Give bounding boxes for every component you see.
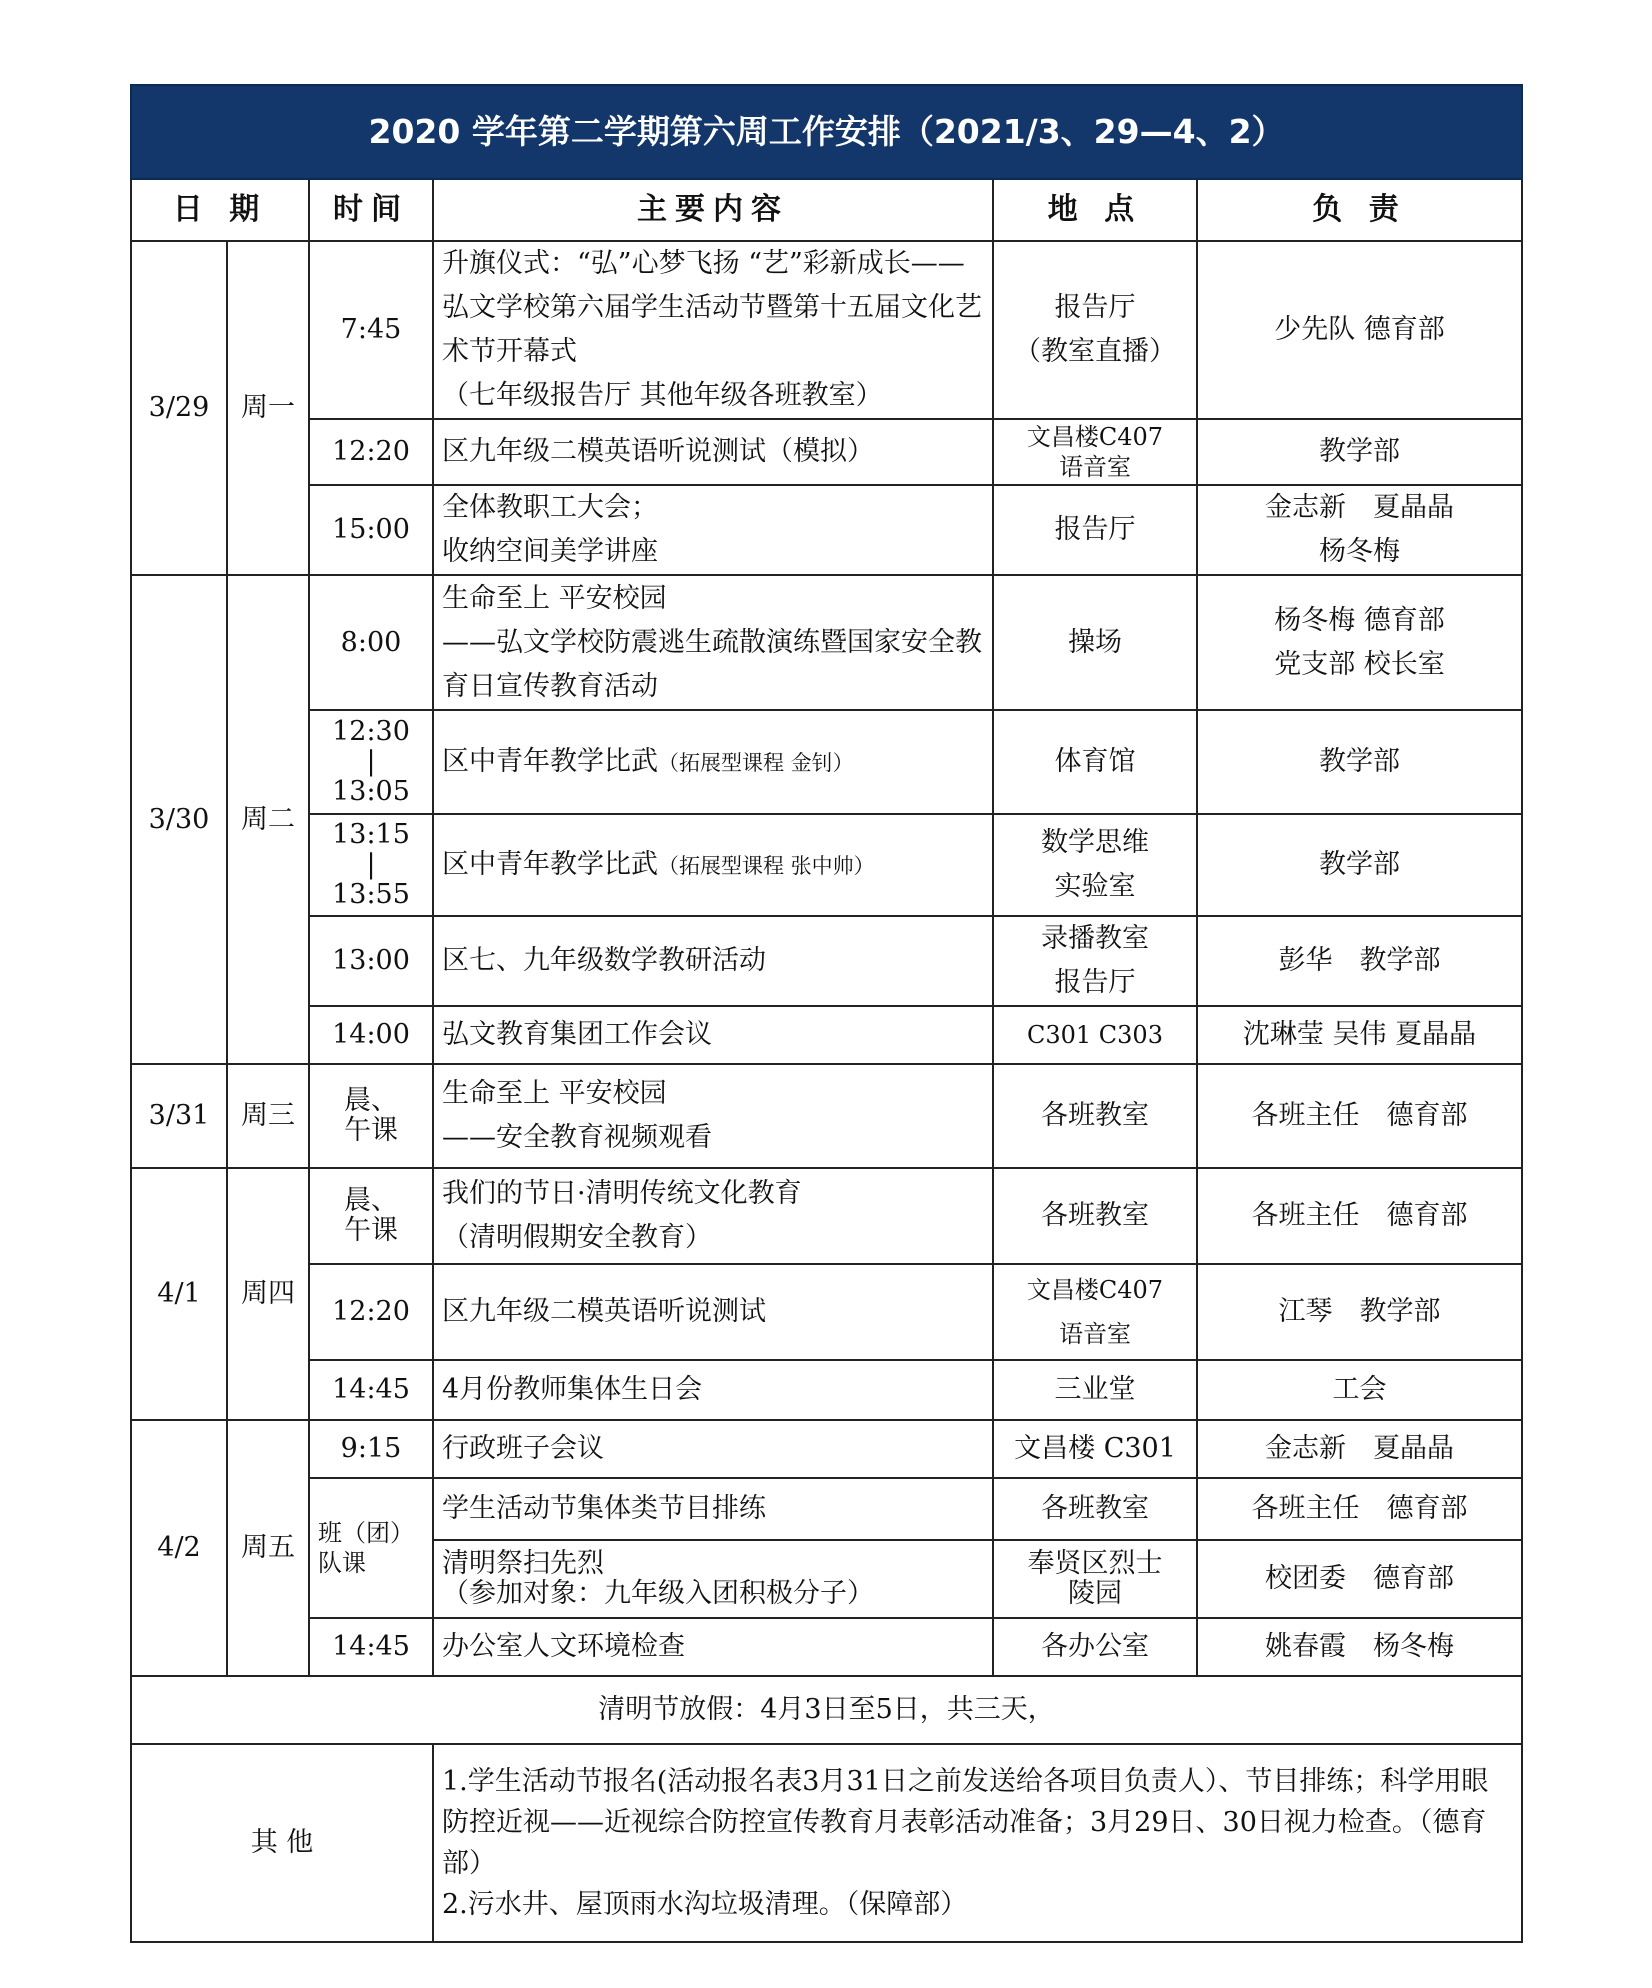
holiday-notice: 清明节放假：4月3日至5日，共三天， — [131, 1676, 1522, 1744]
content-cell: 全体教职工大会； 收纳空间美学讲座 — [433, 485, 993, 575]
table-row — [131, 814, 1522, 916]
owner-cell: 各班主任 德育部 — [1197, 1478, 1522, 1540]
owner-cell: 沈琳莹 吴伟 夏晶晶 — [1197, 1006, 1522, 1064]
content-cell: 我们的节日·清明传统文化教育 （清明假期安全教育） — [433, 1168, 993, 1264]
header-date: 日 期 — [131, 179, 309, 241]
other-row — [131, 1744, 1522, 1942]
schedule-table — [130, 84, 1523, 1943]
place-cell: 体育馆 — [993, 710, 1197, 814]
table-row — [131, 1420, 1522, 1478]
content-cell: 区九年级二模英语听说测试 — [433, 1264, 993, 1360]
place-cell: 三业堂 — [993, 1360, 1197, 1420]
time-cell: 晨、 午课 — [309, 1168, 433, 1264]
place-cell: 文昌楼C407 语音室 — [993, 1264, 1197, 1360]
table-row — [131, 241, 1522, 419]
time-cell: 13:00 — [309, 916, 433, 1006]
time-cell: 14:45 — [309, 1618, 433, 1676]
content-cell — [433, 814, 993, 916]
time-cell: 7:45 — [309, 241, 433, 419]
content-cell: 办公室人文环境检查 — [433, 1618, 993, 1676]
table-row — [131, 485, 1522, 575]
owner-cell: 各班主任 德育部 — [1197, 1168, 1522, 1264]
content-cell: 区七、九年级数学教研活动 — [433, 916, 993, 1006]
content-cell: 生命至上 平安校园 ——安全教育视频观看 — [433, 1064, 993, 1168]
content-text: 区中青年教学比武 — [442, 848, 658, 880]
time-cell: 13:15 | 13:55 — [309, 814, 433, 916]
table-row — [131, 1168, 1522, 1264]
place-cell: 报告厅 — [993, 485, 1197, 575]
holiday-row — [131, 1676, 1522, 1744]
table-row — [131, 1064, 1522, 1168]
other-item: 1.学生活动节报名(活动报名表3月31日之前发送给各项目负责人）、节目排练；科学用眼 防控近视——近视综合防控宣传教育月表彰活动准备；3月29日、30日视力检查。（德育部） — [442, 1766, 1489, 1879]
place-cell: 数学思维 实验室 — [993, 814, 1197, 916]
place-cell: 操场 — [993, 575, 1197, 710]
weekday-cell: 周二 — [227, 575, 309, 1064]
place-cell: 各班教室 — [993, 1478, 1197, 1540]
time-cell: 14:45 — [309, 1360, 433, 1420]
table-row — [131, 575, 1522, 710]
header-row — [131, 179, 1522, 241]
table-row — [131, 1618, 1522, 1676]
time-cell: 14:00 — [309, 1006, 433, 1064]
content-cell: 4月份教师集体生日会 — [433, 1360, 993, 1420]
place-cell: C301 C303 — [993, 1006, 1197, 1064]
time-cell: 12:20 — [309, 419, 433, 485]
content-note: （拓展型课程 金钊） — [658, 750, 854, 775]
place-cell: 各班教室 — [993, 1168, 1197, 1264]
owner-cell: 教学部 — [1197, 419, 1522, 485]
content-text: 区中青年教学比武 — [442, 745, 658, 777]
owner-cell: 江琴 教学部 — [1197, 1264, 1522, 1360]
owner-cell: 姚春霞 杨冬梅 — [1197, 1618, 1522, 1676]
weekday-cell: 周五 — [227, 1420, 309, 1676]
table-row — [131, 1264, 1522, 1360]
header-place: 地 点 — [993, 179, 1197, 241]
content-cell: 清明祭扫先烈 （参加对象：九年级入团积极分子） — [433, 1540, 993, 1618]
place-cell: 奉贤区烈士 陵园 — [993, 1540, 1197, 1618]
table-row — [131, 419, 1522, 485]
owner-cell: 彭华 教学部 — [1197, 916, 1522, 1006]
time-cell: 班（团） 队课 — [309, 1478, 433, 1618]
table-row — [131, 1360, 1522, 1420]
table-row — [131, 710, 1522, 814]
owner-cell: 金志新 夏晶晶 — [1197, 1420, 1522, 1478]
place-cell: 文昌楼C407 语音室 — [993, 419, 1197, 485]
header-time: 时间 — [309, 179, 433, 241]
content-cell: 弘文教育集团工作会议 — [433, 1006, 993, 1064]
owner-cell: 教学部 — [1197, 710, 1522, 814]
owner-cell: 少先队 德育部 — [1197, 241, 1522, 419]
other-item: 2.污水井、屋顶雨水沟垃圾清理。（保障部） — [442, 1889, 968, 1920]
time-cell: 9:15 — [309, 1420, 433, 1478]
date-cell: 4/2 — [131, 1420, 227, 1676]
content-cell: 学生活动节集体类节目排练 — [433, 1478, 993, 1540]
owner-cell: 校团委 德育部 — [1197, 1540, 1522, 1618]
place-cell: 各办公室 — [993, 1618, 1197, 1676]
other-content — [433, 1744, 1522, 1942]
place-cell: 各班教室 — [993, 1064, 1197, 1168]
weekday-cell: 周三 — [227, 1064, 309, 1168]
owner-cell: 工会 — [1197, 1360, 1522, 1420]
content-cell — [433, 710, 993, 814]
date-cell: 4/1 — [131, 1168, 227, 1420]
place-cell: 录播教室 报告厅 — [993, 916, 1197, 1006]
header-content: 主要内容 — [433, 179, 993, 241]
schedule-sheet — [130, 84, 1521, 1943]
content-note: （拓展型课程 张中帅） — [658, 853, 875, 878]
schedule-title: 2020 学年第二学期第六周工作安排（2021/3、29—4、2） — [131, 85, 1522, 179]
time-cell: 晨、 午课 — [309, 1064, 433, 1168]
owner-cell: 教学部 — [1197, 814, 1522, 916]
time-cell: 12:30 | 13:05 — [309, 710, 433, 814]
table-row — [131, 1006, 1522, 1064]
date-cell: 3/30 — [131, 575, 227, 1064]
owner-cell: 杨冬梅 德育部 党支部 校长室 — [1197, 575, 1522, 710]
time-cell: 15:00 — [309, 485, 433, 575]
content-cell: 行政班子会议 — [433, 1420, 993, 1478]
place-cell: 报告厅 （教室直播） — [993, 241, 1197, 419]
content-cell: 升旗仪式：“弘”心梦飞扬 “艺”彩新成长——弘文学校第六届学生活动节暨第十五届文化艺术节开幕式 （七年级报告厅 其他年级各班教室） — [433, 241, 993, 419]
weekday-cell: 周四 — [227, 1168, 309, 1420]
content-cell: 区九年级二模英语听说测试（模拟） — [433, 419, 993, 485]
time-cell: 12:20 — [309, 1264, 433, 1360]
content-cell: 生命至上 平安校园 ——弘文学校防震逃生疏散演练暨国家安全教育日宣传教育活动 — [433, 575, 993, 710]
header-owner: 负 责 — [1197, 179, 1522, 241]
place-cell: 文昌楼 C301 — [993, 1420, 1197, 1478]
time-cell: 8:00 — [309, 575, 433, 710]
date-cell: 3/29 — [131, 241, 227, 575]
table-row — [131, 1478, 1522, 1540]
date-cell: 3/31 — [131, 1064, 227, 1168]
other-label: 其 他 — [131, 1744, 433, 1942]
weekday-cell: 周一 — [227, 241, 309, 575]
owner-cell: 金志新 夏晶晶 杨冬梅 — [1197, 485, 1522, 575]
table-row — [131, 916, 1522, 1006]
owner-cell: 各班主任 德育部 — [1197, 1064, 1522, 1168]
